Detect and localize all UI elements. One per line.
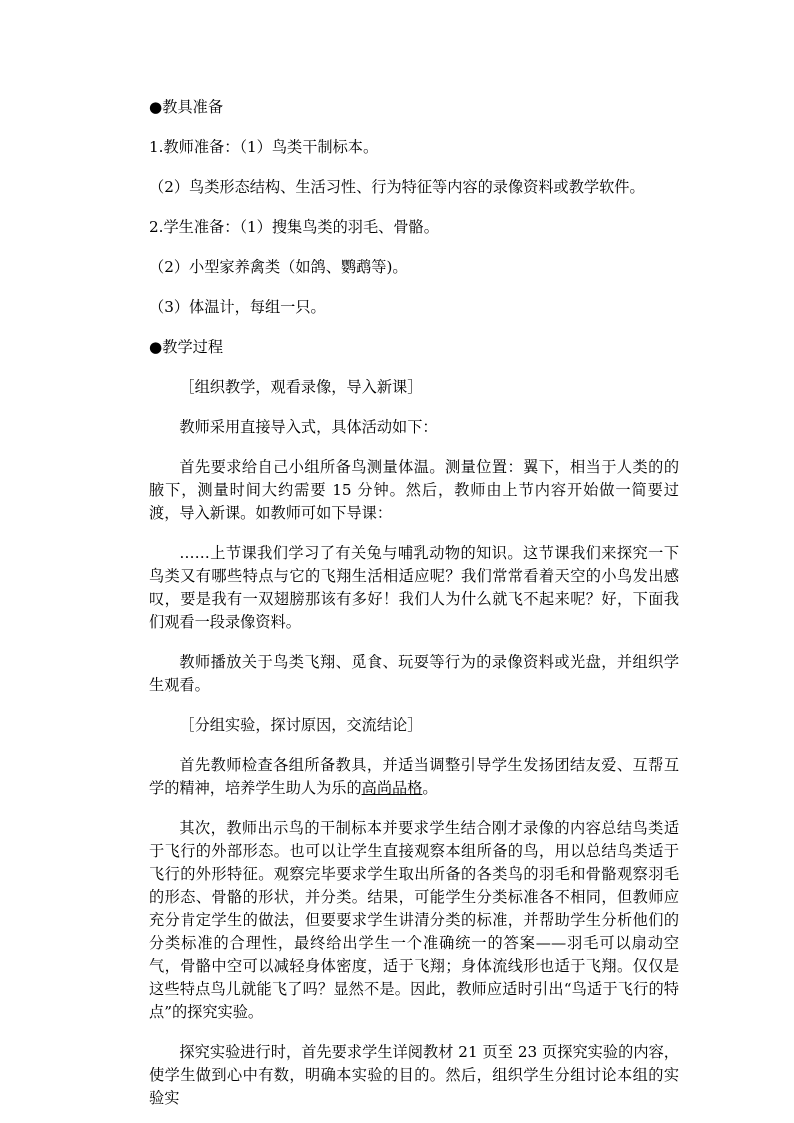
student-prep-3: （3）体温计，每组一只。 xyxy=(149,298,326,316)
process-heading: ●教学过程 xyxy=(149,338,224,356)
paragraph-2: 首先要求给自己小组所备鸟测量体温。测量位置：翼下，相当于人类的的腋下，测量时间大约需要 15 分钟。然后，教师由上节内容开始做一简要过渡，导入新课。如教师可如下导课： xyxy=(149,458,679,522)
noble-character-link[interactable]: 高尚品格 xyxy=(361,779,423,797)
equipment-heading: ●教具准备 xyxy=(149,98,224,116)
paragraph-5-text: 首先教师检查各组所备教具，并适当调整引导学生发扬团结友爱、互帮互学的精神，培养学生助人为乐的 xyxy=(149,756,679,797)
document-page xyxy=(149,96,679,1110)
paragraph-5-end: 。 xyxy=(422,779,438,797)
teacher-prep-2: （2）鸟类形态结构、生活习性、行为特征等内容的录像资料或教学软件。 xyxy=(149,178,645,196)
paragraph-3: ……上节课我们学习了有关兔与哺乳动物的知识。这节课我们来探究一下鸟类又有哪些特点与它的飞翔生活相适应呢？我们常常看着天空的小鸟发出感叹，要是我有一双翅膀那该有多好！我们人为什么就飞不起来呢？好，下面我们观看一段录像资料。 xyxy=(149,544,679,631)
paragraph-7: 探究实验进行时，首先要求学生详阅教材 21 页至 23 页探究实验的内容，使学生做到心中有数，明确本实验的目的。然后，组织学生分组讨论本组的实验实 xyxy=(149,1043,679,1107)
teacher-prep: 1.教师准备：（1）鸟类干制标本。 xyxy=(149,138,379,156)
step2-heading: ［分组实验，探讨原因，交流结论］ xyxy=(179,716,423,734)
paragraph-1: 教师采用直接导入式，具体活动如下： xyxy=(179,418,438,436)
student-prep-2: （2）小型家养禽类（如鸽、鹦鹉等)。 xyxy=(149,258,408,276)
paragraph-6: 其次，教师出示鸟的干制标本并要求学生结合刚才录像的内容总结鸟类适于飞行的外部形态。也可以让学生直接观察本组所备的鸟，用以总结鸟类适于飞行的外形特征。观察完毕要求学生取出所备的各类鸟的羽毛和骨骼观察羽毛的形态、骨骼的形状，并分类。结果，可能学生分类标准各不相同，但教师应充分肯定学生的做法，但要要求学生讲清分类的标准，并帮助学生分析他们的分类标准的合理性，最终给出学生一个准确统一的答案——羽毛可以扇动空气，骨骼中空可以减轻身体密度，适于飞翔；身体流线形也适于飞翔。仅仅是这些特点鸟儿就能飞了吗？显然不是。因此，教师应适时引出“鸟适于飞行的特点”的探究实验。 xyxy=(149,819,679,1021)
paragraph-5 xyxy=(149,754,679,800)
step1-heading: ［组织教学，观看录像，导入新课］ xyxy=(179,378,423,396)
paragraph-4: 教师播放关于鸟类飞翔、觅食、玩耍等行为的录像资料或光盘，并组织学生观看。 xyxy=(149,653,679,694)
student-prep: 2.学生准备：（1）搜集鸟类的羽毛、骨骼。 xyxy=(149,218,439,236)
